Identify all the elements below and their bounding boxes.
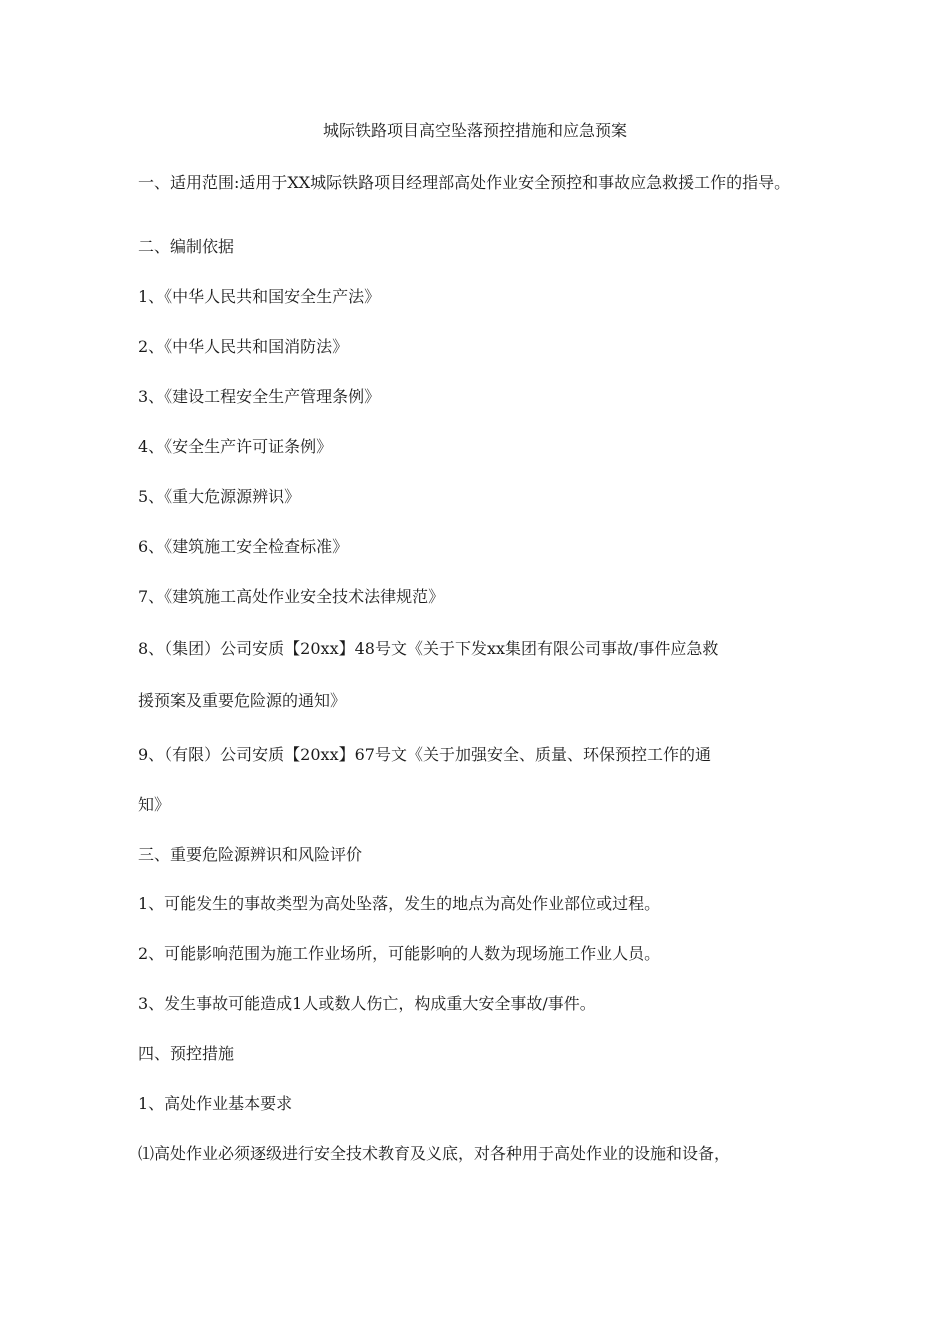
basis-item-8-line1: 8、（集团）公司安质【20xx】48号文《关于下发xx集团有限公司事故/事件应急救	[138, 639, 719, 658]
basis-item: 4、《安全生产许可证条例》	[138, 437, 333, 456]
measures-subheading: 1、高处作业基本要求	[138, 1094, 293, 1113]
measures-paragraph: ⑴高处作业必须逐级进行安全技术教育及义底，对各种用于高处作业的设施和设备，	[138, 1144, 731, 1163]
section-heading-measures: 四、预控措施	[138, 1044, 235, 1063]
basis-item-8-line2: 援预案及重要危险源的通知》	[138, 691, 347, 710]
basis-item: 5、《重大危源源辨识》	[138, 487, 301, 506]
basis-item-9-line1: 9、（有限）公司安质【20xx】67号文《关于加强安全、质量、环保预控工作的通	[138, 745, 711, 764]
risk-item: 1、可能发生的事故类型为高处坠落，发生的地点为高处作业部位或过程。	[138, 894, 661, 913]
basis-item: 1、《中华人民共和国安全生产法》	[138, 287, 381, 306]
basis-item: 6、《建筑施工安全检查标准》	[138, 537, 349, 556]
scope-paragraph: 一、适用范围:适用于XX城际铁路项目经理部高处作业安全预控和事故应急救援工作的指导。	[138, 173, 791, 192]
section-heading-basis: 二、编制依据	[138, 237, 235, 256]
risk-item: 3、发生事故可能造成1人或数人伤亡，构成重大安全事故/事件。	[138, 994, 596, 1013]
basis-item: 3、《建设工程安全生产管理条例》	[138, 387, 381, 406]
basis-item: 2、《中华人民共和国消防法》	[138, 337, 349, 356]
section-heading-risk: 三、重要危险源辨识和风险评价	[138, 845, 363, 864]
risk-item: 2、可能影响范围为施工作业场所，可能影响的人数为现场施工作业人员。	[138, 944, 661, 963]
basis-item: 7、《建筑施工高处作业安全技术法律规范》	[138, 587, 445, 606]
basis-item-9-line2: 知》	[138, 795, 171, 814]
document-title: 城际铁路项目高空坠落预控措施和应急预案	[322, 121, 627, 140]
